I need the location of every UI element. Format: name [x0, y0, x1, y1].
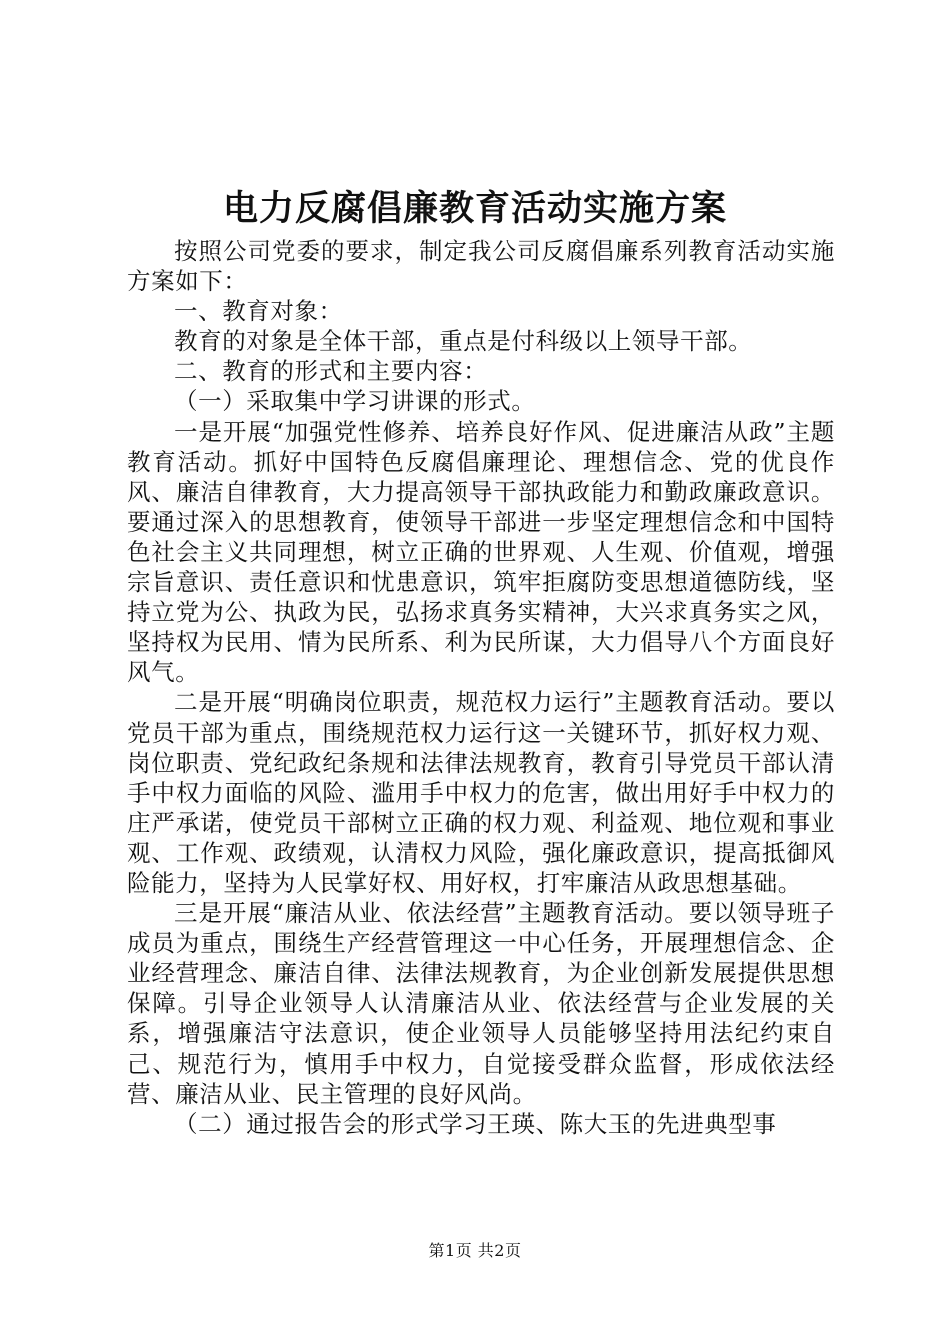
document-body — [127, 236, 835, 1139]
document-title: 电力反腐倡廉教育活动实施方案 — [222, 188, 727, 229]
heading-education-target: 一、教育对象： — [174, 297, 343, 326]
subheading-report-meeting: （二）通过报告会的形式学习王瑛、陈大玉的先进典型事 — [174, 1109, 777, 1138]
paragraph-education-target: 教育的对象是全体干部，重点是付科级以上领导干部。 — [174, 327, 753, 356]
paragraph-activity-one: 一是开展“加强党性修养、培养良好作风、促进廉洁从政”主题教育活动。抓好中国特色反腐倡廉理论、理想信念、党的优良作风、廉洁自律教育，大力提高领导干部执政能力和勤政廉政意识。要通过深入的思想教育，使领导干部进一步坚定理想信念和中国特色社会主义共同理想，树立正确的世界观、人生观、价值观，增强宗旨意识、责任意识和忧患意识，筑牢拒腐防变思想道德防线，坚持立党为公、执政为民，弘扬求真务实精神，大兴求真务实之风，坚持权为民用、情为民所系、利为民所谋，大力倡导八个方面良好风气。 — [127, 417, 835, 687]
paragraph-activity-two: 二是开展“明确岗位职责，规范权力运行”主题教育活动。要以党员干部为重点，围绕规范权力运行这一关键环节，抓好权力观、岗位职责、党纪政纪条规和法律法规教育，教育引导党员干部认清手中权力面临的风险、滥用手中权力的危害，做出用好手中权力的庄严承诺，使党员干部树立正确的权力观、利益观、地位观和事业观、工作观、政绩观，认清权力风险，强化廉政意识，提高抵御风险能力，坚持为人民掌好权、用好权，打牢廉洁从政思想基础。 — [127, 688, 835, 897]
subheading-concentrated-study: （一）采取集中学习讲课的形式。 — [174, 387, 536, 416]
heading-education-form: 二、教育的形式和主要内容： — [174, 357, 488, 386]
paragraph-activity-three: 三是开展“廉洁从业、依法经营”主题教育活动。要以领导班子成员为重点，围绕生产经营管理这一中心任务，开展理想信念、企业经营理念、廉洁自律、法律法规教育，为企业创新发展提供思想保障。引导企业领导人认清廉洁从业、依法经营与企业发展的关系，增强廉洁守法意识，使企业领导人员能够坚持用法纪约束自己、规范行为，慎用手中权力，自觉接受群众监督，形成依法经营、廉洁从业、民主管理的良好风尚。 — [127, 899, 835, 1108]
page-footer: 第1页 共2页 — [428, 1241, 522, 1260]
paragraph-intro: 按照公司党委的要求，制定我公司反腐倡廉系列教育活动实施方案如下： — [127, 237, 835, 296]
